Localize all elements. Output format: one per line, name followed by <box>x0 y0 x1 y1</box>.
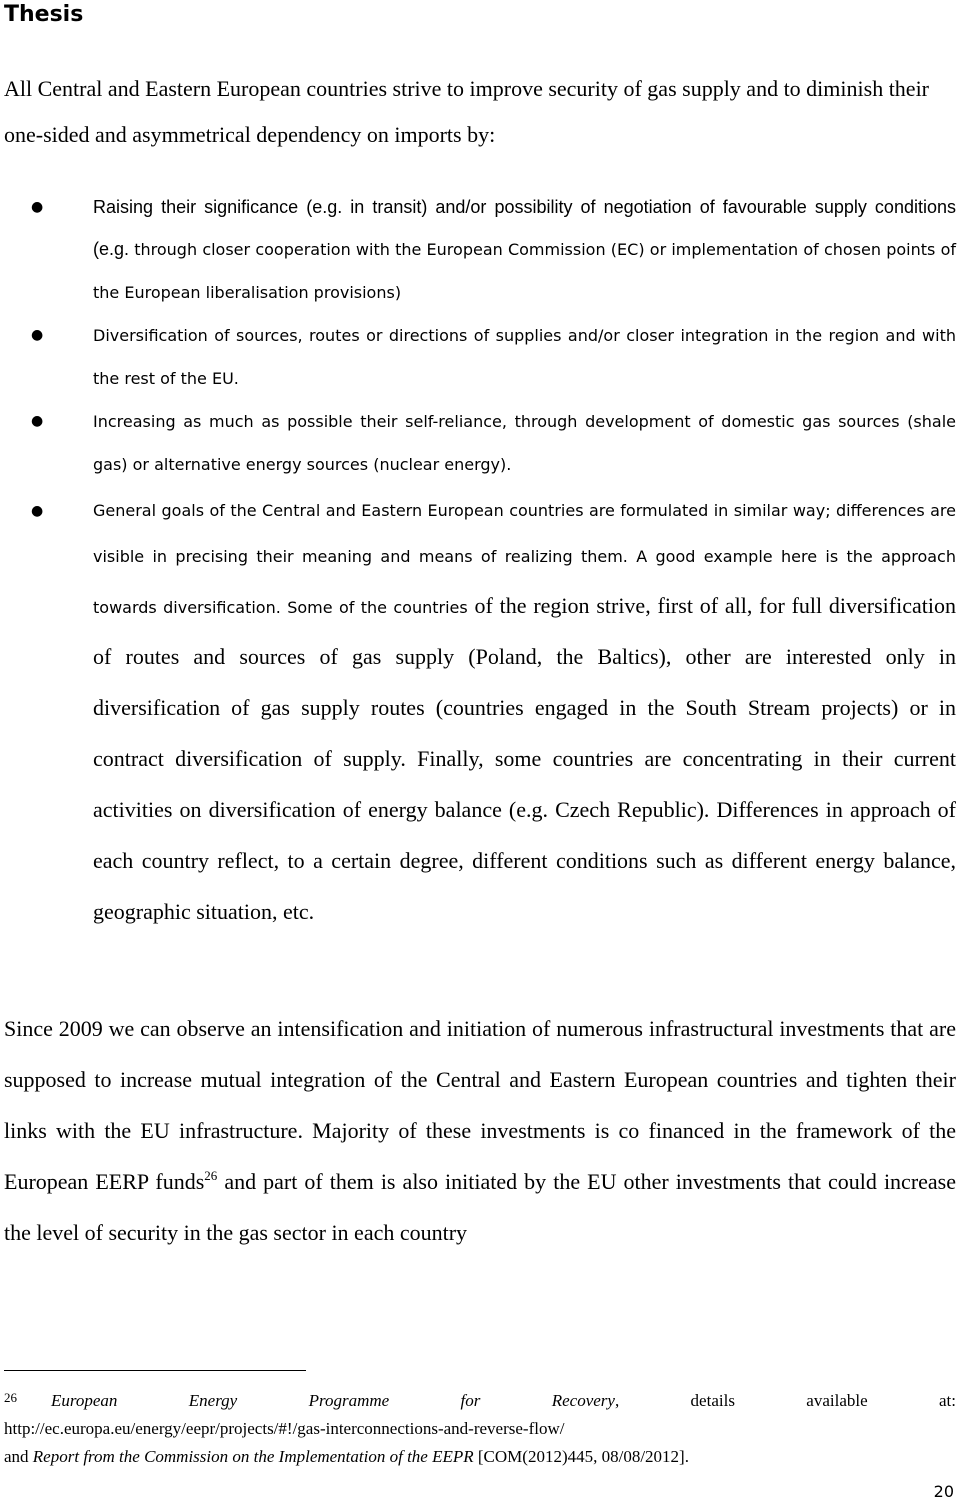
bullet-icon: ● <box>31 413 44 429</box>
body-text-part1: Since 2009 we can observe an intensification and initiation of numerous infrastructural investments that are supposed to increase mutual integration of the Central and Eastern European countries and tighten their links with the EU infrastructure. Majority of these investments is co financed in the framework of the European EERP funds <box>4 1016 956 1194</box>
footnote-divider <box>4 1370 306 1371</box>
footnote-line-1 <box>4 1384 956 1415</box>
bullet-list <box>0 186 960 937</box>
bullet-icon: ● <box>31 503 44 519</box>
body-text-part2: and part of them is also initiated by the EU other investments that could increase the level of security in the gas sector in each country <box>4 1169 956 1245</box>
bullet-text: Diversification of sources, routes or directions of supplies and/or closer integration in the region and with the rest of the EU. <box>93 326 956 388</box>
list-item <box>0 186 956 314</box>
list-item <box>0 314 956 400</box>
bullet-text-part2: through closer cooperation with the European Commission (EC) or implementation of chosen points of the European liberalisation provisions) <box>93 240 956 302</box>
bullet-icon: ● <box>31 327 44 343</box>
footnote-and: and <box>4 1447 33 1466</box>
bullet-icon: ● <box>31 199 44 215</box>
footnote-text: , details available at: <box>614 1391 956 1410</box>
bullet-text-part1: General goals of the Central and Eastern European countries are formulated in similar way; differences are visible in precising their meaning and means of realizing them. A good example here is the approach towards diversification. Some of the countries <box>93 501 956 617</box>
footnote-line-3 <box>4 1443 956 1471</box>
body-paragraph <box>4 1003 956 1258</box>
bullet-text-part1: Raising their significance (e.g. in transit) and/or possibility of negotiation of favourable supply conditions (e.g. <box>93 197 956 259</box>
footnote-title-italic: European Energy Programme for Recovery <box>51 1391 615 1410</box>
list-item <box>0 400 956 486</box>
footnote-reference-text: [COM(2012)445, 08/08/2012]. <box>473 1447 689 1466</box>
footnote-reference[interactable]: 26 <box>204 1168 218 1183</box>
footnote-number: 26 <box>4 1390 17 1405</box>
intro-paragraph: All Central and Eastern European countries strive to improve security of gas supply and to diminish their one-sided and asymmetrical dependency on imports by: <box>4 76 930 147</box>
bullet-text-part2: of the region strive, first of all, for full diversification of routes and sources of gas supply (Poland, the Baltics), other are interested only in diversification of gas supply routes (countries engaged in the South Stream projects) or in contract diversification of supply. Finally, some countries are concentrating in their current activities on diversification of energy balance (e.g. Czech Republic). Differences in approach of each country reflect, to a certain degree, different conditions such as different energy balance, geographic situation, etc. <box>93 593 956 924</box>
list-item <box>0 488 956 937</box>
footnote-url-link[interactable]: http://ec.europa.eu/energy/eepr/projects/#!/gas-interconnections-and-reverse-flow/ <box>4 1419 565 1438</box>
page-number: 20 <box>933 1482 954 1501</box>
bullet-text: Increasing as much as possible their self-reliance, through development of domestic gas sources (shale gas) or alternative energy sources (nuclear energy). <box>93 412 956 474</box>
footnote-report-italic: Report from the Commission on the Implementation of the EEPR <box>32 1447 474 1466</box>
section-heading: Thesis <box>4 2 84 27</box>
footnote <box>4 1384 956 1471</box>
